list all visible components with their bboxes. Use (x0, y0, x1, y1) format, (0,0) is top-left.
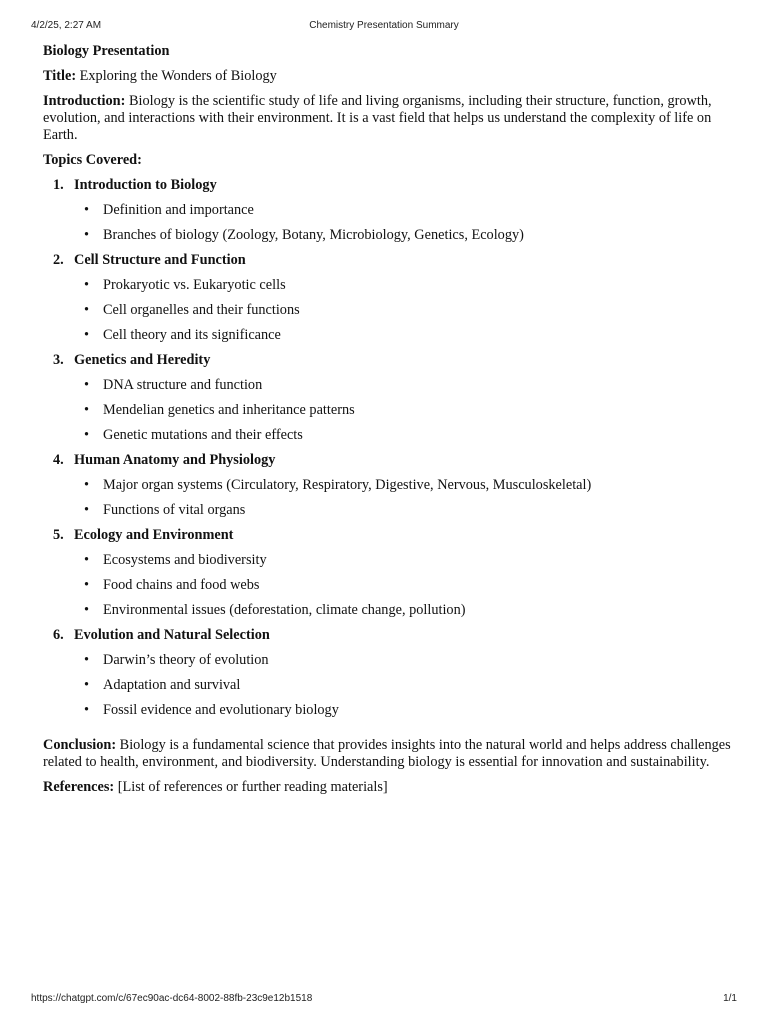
document-heading: Biology Presentation (43, 43, 170, 59)
list-item-text: Functions of vital organs (103, 502, 246, 518)
list-item-text: DNA structure and function (103, 377, 263, 393)
list-item-text: Adaptation and survival (103, 677, 241, 693)
topic-title-text: Introduction to Biology (74, 177, 217, 193)
topic-number: 3. (53, 352, 64, 368)
list-item-text: Fossil evidence and evolutionary biology (103, 702, 339, 718)
list-item-text: Environmental issues (deforestation, climate change, pollution) (103, 602, 466, 618)
list-item-text: Cell theory and its significance (103, 327, 281, 343)
bullet-icon: • (84, 202, 90, 218)
print-datetime: 4/2/25, 2:27 AM (31, 20, 102, 31)
bullet-icon: • (84, 502, 90, 518)
list-item (43, 302, 743, 319)
bullet-icon: • (84, 577, 90, 593)
list-item-text: Major organ systems (Circulatory, Respiratory, Digestive, Nervous, Musculoskeletal) (103, 477, 592, 493)
introduction-text: Biology is the scientific study of life and living organisms, including their structure, function, growth, evolution, and interactions with their environment. It is a vast field that helps us understand the complexity of life on Earth. (43, 93, 712, 143)
bullet-icon: • (84, 302, 90, 318)
title-label: Title: (43, 68, 77, 84)
topic-item (43, 252, 743, 344)
list-item (43, 327, 743, 344)
topic-title (43, 627, 743, 644)
list-item (43, 577, 743, 594)
topic-title (43, 452, 743, 469)
list-item-text: Branches of biology (Zoology, Botany, Microbiology, Genetics, Ecology) (103, 227, 524, 243)
topic-subitems (43, 202, 743, 244)
topic-title-text: Ecology and Environment (74, 527, 234, 543)
list-item-text: Darwin’s theory of evolution (103, 652, 269, 668)
list-item (43, 477, 743, 494)
topic-item (43, 177, 743, 244)
topic-title-text: Human Anatomy and Physiology (74, 452, 276, 468)
list-item (43, 502, 743, 519)
list-item (43, 652, 743, 669)
topics-list (43, 177, 743, 719)
list-item (43, 377, 743, 394)
title-line (43, 68, 743, 85)
introduction-label: Introduction: (43, 93, 126, 109)
conclusion-paragraph (43, 737, 743, 771)
list-item-text: Definition and importance (103, 202, 254, 218)
document-body (43, 43, 743, 796)
topic-subitems (43, 552, 743, 619)
topic-title (43, 352, 743, 369)
topic-subitems (43, 652, 743, 719)
bullet-icon: • (84, 702, 90, 718)
list-item (43, 277, 743, 294)
list-item-text: Genetic mutations and their effects (103, 427, 303, 443)
bullet-icon: • (84, 277, 90, 293)
topic-title (43, 527, 743, 544)
print-footer (0, 993, 768, 1007)
topic-number: 4. (53, 452, 64, 468)
references-line (43, 779, 743, 796)
topic-item (43, 452, 743, 519)
print-page-title: Chemistry Presentation Summary (309, 20, 459, 31)
topic-subitems (43, 277, 743, 344)
bullet-icon: • (84, 377, 90, 393)
topic-item (43, 627, 743, 719)
topic-title-text: Genetics and Heredity (74, 352, 211, 368)
print-header (0, 20, 768, 34)
topic-title (43, 252, 743, 269)
list-item (43, 427, 743, 444)
topic-title (43, 177, 743, 194)
bullet-icon: • (84, 227, 90, 243)
list-item-text: Mendelian genetics and inheritance patterns (103, 402, 355, 418)
topic-subitems (43, 477, 743, 519)
bullet-icon: • (84, 677, 90, 693)
topic-title-text: Cell Structure and Function (74, 252, 246, 268)
bullet-icon: • (84, 552, 90, 568)
bullet-icon: • (84, 327, 90, 343)
topic-item (43, 352, 743, 444)
topic-number: 5. (53, 527, 64, 543)
list-item (43, 227, 743, 244)
topic-subitems (43, 377, 743, 444)
introduction-paragraph (43, 93, 743, 144)
conclusion-label: Conclusion: (43, 737, 117, 753)
bullet-icon: • (84, 427, 90, 443)
list-item-text: Cell organelles and their functions (103, 302, 300, 318)
list-item (43, 702, 743, 719)
topic-number: 1. (53, 177, 64, 193)
list-item (43, 402, 743, 419)
list-item (43, 602, 743, 619)
bullet-icon: • (84, 402, 90, 418)
list-item (43, 202, 743, 219)
list-item-text: Food chains and food webs (103, 577, 260, 593)
topics-heading: Topics Covered: (43, 152, 142, 168)
list-item (43, 552, 743, 569)
list-item-text: Ecosystems and biodiversity (103, 552, 267, 568)
page-url: https://chatgpt.com/c/67ec90ac-dc64-8002-88fb-23c9e12b1518 (31, 993, 313, 1004)
references-label: References: (43, 779, 115, 795)
page-counter: 1/1 (723, 993, 737, 1004)
bullet-icon: • (84, 602, 90, 618)
topic-item (43, 527, 743, 619)
list-item-text: Prokaryotic vs. Eukaryotic cells (103, 277, 286, 293)
list-item (43, 677, 743, 694)
bullet-icon: • (84, 652, 90, 668)
bullet-icon: • (84, 477, 90, 493)
conclusion-text: Biology is a fundamental science that provides insights into the natural world and helps address challenges related to health, environment, and biodiversity. Understanding biology is essential for innovation and sustainability. (43, 737, 731, 770)
title-text: Exploring the Wonders of Biology (79, 68, 277, 84)
topic-title-text: Evolution and Natural Selection (74, 627, 270, 643)
topic-number: 6. (53, 627, 64, 643)
topic-number: 2. (53, 252, 64, 268)
references-text: [List of references or further reading materials] (117, 779, 388, 795)
